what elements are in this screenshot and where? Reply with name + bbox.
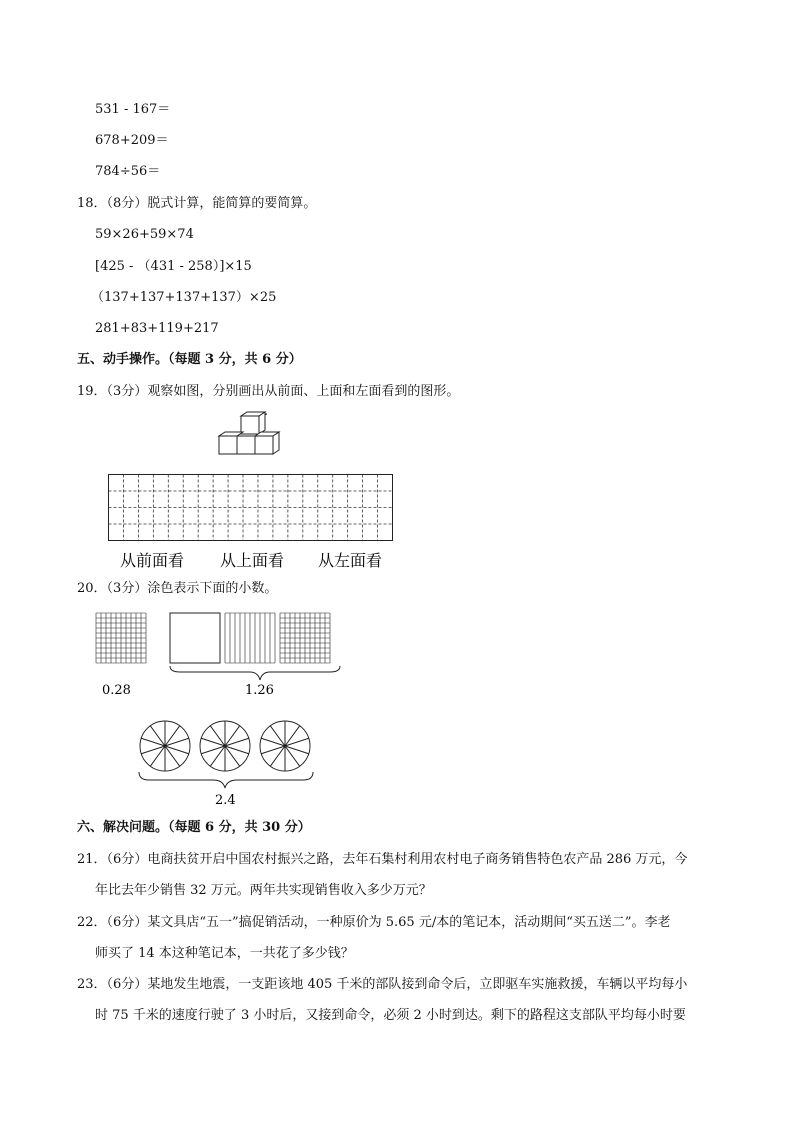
decimal-figures	[90, 608, 450, 703]
calc-item-1: 531 - 167＝	[95, 102, 171, 117]
q21-line1: 21．（6分）电商扶贫开启中国农村振兴之路，去年石集村利用农村电子商务销售特色农产品 286 万元，今	[77, 852, 688, 867]
q18-item-3: （137+137+137+137）×25	[91, 290, 277, 305]
q22-line1: 22．（6分）某文具店“五一”搞促销活动，一种原价为 5.65 元/本的笔记本，活动期间“买五送二”。李老	[77, 915, 671, 930]
value-1-26: 1.26	[245, 683, 274, 698]
q18-title: 18．（8分）脱式计算，能简算的要简算。	[77, 196, 317, 211]
drawing-grid	[108, 474, 394, 544]
q20-title: 20．（3分）涂色表示下面的小数。	[77, 581, 278, 596]
section-6-heading: 六、解决问题。（每题 6 分，共 30 分）	[77, 820, 311, 835]
circle-figures	[135, 712, 325, 807]
section-5-heading: 五、动手操作。（每题 3 分，共 6 分）	[77, 352, 302, 367]
q21-line2: 年比去年少销售 32 万元。两年共实现销售收入多少万元？	[95, 883, 432, 898]
q18-item-2: [425 - （431 - 258）]×15	[95, 259, 252, 274]
q18-item-1: 59×26+59×74	[95, 227, 194, 242]
q23-line1: 23．（6分）某地发生地震，一支距该地 405 千米的部队接到命令后，立即驱车实施救援，车辆以平均每小	[77, 977, 688, 992]
calc-item-2: 678+209＝	[95, 133, 169, 148]
value-2-4: 2.4	[215, 793, 236, 807]
q23-line2: 时 75 千米的速度行驶了 3 小时后，又接到命令，必须 2 小时到达。剩下的路程这支部队平均每小时要	[95, 1008, 686, 1023]
q22-line2: 师买了 14 本这种笔记本，一共花了多少钱？	[95, 946, 354, 961]
cube-stack-figure	[215, 410, 287, 462]
label-front-view: 从前面看	[120, 551, 185, 570]
q19-title: 19．（3分）观察如图，分别画出从前面、上面和左面看到的图形。	[77, 384, 460, 399]
q18-item-4: 281+83+119+217	[95, 321, 219, 336]
label-left-view: 从左面看	[318, 551, 383, 570]
calc-item-3: 784÷56＝	[95, 164, 161, 179]
label-top-view: 从上面看	[220, 551, 285, 570]
value-0-28: 0.28	[102, 683, 131, 698]
view-labels	[120, 548, 410, 572]
